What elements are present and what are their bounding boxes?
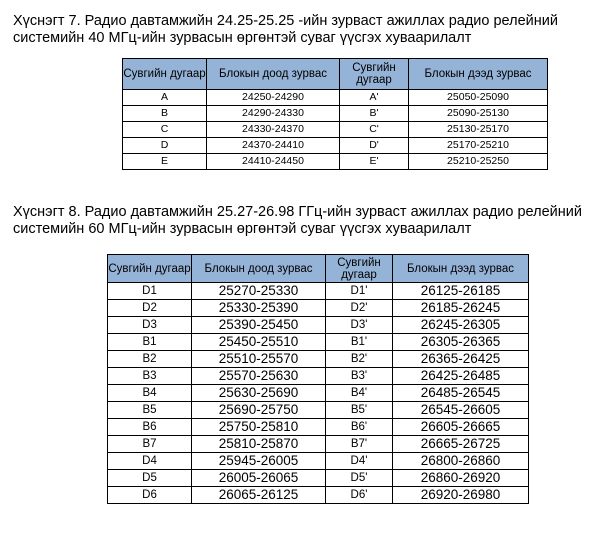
upper-block-cell: 26305-26365 bbox=[393, 334, 529, 351]
upper-block-cell: 26425-26485 bbox=[393, 368, 529, 385]
lower-block-cell: 25945-26005 bbox=[192, 453, 326, 470]
upper-block-cell: 26365-26425 bbox=[393, 351, 529, 368]
header-upper-block: Блокын дээд зурвас bbox=[393, 255, 529, 283]
lower-channel-cell: B5 bbox=[108, 402, 192, 419]
upper-block-cell: 25130-25170 bbox=[409, 122, 548, 138]
upper-channel-cell: D4' bbox=[326, 453, 393, 470]
header-upper-channel-number: Сувгийн дугаар bbox=[326, 255, 393, 283]
lower-channel-cell: B1 bbox=[108, 334, 192, 351]
upper-channel-cell: C' bbox=[340, 122, 409, 138]
table7-caption-line2: системийн 40 МГц-ийн зурвасын өргөнтэй суваг үүсгэх хуваарилалт bbox=[13, 30, 472, 46]
table-row bbox=[108, 300, 529, 317]
lower-block-cell: 25390-25450 bbox=[192, 317, 326, 334]
upper-channel-cell: D3' bbox=[326, 317, 393, 334]
upper-channel-cell: A' bbox=[340, 90, 409, 106]
header-lower-channel-number: Сувгийн дугаар bbox=[108, 255, 192, 283]
lower-channel-cell: C bbox=[123, 122, 207, 138]
lower-block-cell: 25750-25810 bbox=[192, 419, 326, 436]
lower-channel-cell: B7 bbox=[108, 436, 192, 453]
upper-channel-cell: B6' bbox=[326, 419, 393, 436]
upper-channel-cell: D5' bbox=[326, 470, 393, 487]
lower-channel-cell: B3 bbox=[108, 368, 192, 385]
upper-block-cell: 26605-26665 bbox=[393, 419, 529, 436]
upper-channel-cell: D6' bbox=[326, 487, 393, 504]
lower-block-cell: 26065-26125 bbox=[192, 487, 326, 504]
upper-block-cell: 26185-26245 bbox=[393, 300, 529, 317]
table-row bbox=[108, 385, 529, 402]
table-row bbox=[123, 154, 548, 170]
table7-caption bbox=[13, 13, 558, 47]
upper-channel-cell: B5' bbox=[326, 402, 393, 419]
upper-block-cell: 26920-26980 bbox=[393, 487, 529, 504]
lower-channel-cell: D2 bbox=[108, 300, 192, 317]
upper-block-cell: 25090-25130 bbox=[409, 106, 548, 122]
lower-block-cell: 25570-25630 bbox=[192, 368, 326, 385]
header-upper-channel-number: Сувгийн дугаар bbox=[340, 59, 409, 90]
lower-block-cell: 24330-24370 bbox=[207, 122, 340, 138]
lower-channel-cell: B6 bbox=[108, 419, 192, 436]
header-lower-block: Блокын доод зурвас bbox=[207, 59, 340, 90]
table-row bbox=[108, 470, 529, 487]
upper-channel-cell: D1' bbox=[326, 283, 393, 300]
lower-block-cell: 25270-25330 bbox=[192, 283, 326, 300]
table8-header-row bbox=[108, 255, 529, 283]
channel-table-60mhz bbox=[107, 254, 529, 504]
lower-block-cell: 24290-24330 bbox=[207, 106, 340, 122]
table8-caption bbox=[13, 204, 582, 238]
table-row bbox=[123, 122, 548, 138]
lower-channel-cell: D bbox=[123, 138, 207, 154]
table-row bbox=[108, 487, 529, 504]
table-row bbox=[123, 138, 548, 154]
lower-channel-cell: D1 bbox=[108, 283, 192, 300]
table-row bbox=[108, 351, 529, 368]
lower-channel-cell: B2 bbox=[108, 351, 192, 368]
upper-block-cell: 25210-25250 bbox=[409, 154, 548, 170]
upper-channel-cell: B2' bbox=[326, 351, 393, 368]
lower-block-cell: 25810-25870 bbox=[192, 436, 326, 453]
lower-block-cell: 24370-24410 bbox=[207, 138, 340, 154]
lower-channel-cell: A bbox=[123, 90, 207, 106]
table-row bbox=[108, 419, 529, 436]
upper-channel-cell: B7' bbox=[326, 436, 393, 453]
table7-header-row bbox=[123, 59, 548, 90]
table-row bbox=[108, 283, 529, 300]
table8-caption-line2: системийн 60 МГц-ийн зурвасын өргөнтэй суваг үүсгэх хуваарилалт bbox=[13, 221, 472, 237]
upper-block-cell: 26665-26725 bbox=[393, 436, 529, 453]
lower-channel-cell: D6 bbox=[108, 487, 192, 504]
lower-channel-cell: E bbox=[123, 154, 207, 170]
lower-channel-cell: D5 bbox=[108, 470, 192, 487]
table7-caption-line1: Хүснэгт 7. Радио давтамжийн 24.25-25.25 -ийн зурваст ажиллах радио релейний bbox=[13, 13, 558, 29]
upper-block-cell: 26485-26545 bbox=[393, 385, 529, 402]
upper-block-cell: 26245-26305 bbox=[393, 317, 529, 334]
table-row bbox=[108, 453, 529, 470]
upper-block-cell: 25170-25210 bbox=[409, 138, 548, 154]
upper-block-cell: 26800-26860 bbox=[393, 453, 529, 470]
lower-block-cell: 25630-25690 bbox=[192, 385, 326, 402]
lower-block-cell: 24410-24450 bbox=[207, 154, 340, 170]
lower-block-cell: 25330-25390 bbox=[192, 300, 326, 317]
header-upper-block: Блокын дээд зурвас bbox=[409, 59, 548, 90]
lower-block-cell: 25510-25570 bbox=[192, 351, 326, 368]
table-row bbox=[108, 402, 529, 419]
upper-channel-cell: B3' bbox=[326, 368, 393, 385]
upper-block-cell: 26860-26920 bbox=[393, 470, 529, 487]
table-row bbox=[108, 317, 529, 334]
table-row bbox=[123, 106, 548, 122]
lower-channel-cell: B bbox=[123, 106, 207, 122]
table-row bbox=[123, 90, 548, 106]
upper-channel-cell: E' bbox=[340, 154, 409, 170]
upper-channel-cell: B' bbox=[340, 106, 409, 122]
upper-block-cell: 26545-26605 bbox=[393, 402, 529, 419]
table8-caption-line1: Хүснэгт 8. Радио давтамжийн 25.27-26.98 ГГц-ийн зурваст ажиллах радио релейний bbox=[13, 204, 582, 220]
lower-block-cell: 25450-25510 bbox=[192, 334, 326, 351]
upper-block-cell: 25050-25090 bbox=[409, 90, 548, 106]
upper-block-cell: 26125-26185 bbox=[393, 283, 529, 300]
upper-channel-cell: D2' bbox=[326, 300, 393, 317]
lower-block-cell: 25690-25750 bbox=[192, 402, 326, 419]
table-row bbox=[108, 368, 529, 385]
upper-channel-cell: D' bbox=[340, 138, 409, 154]
lower-channel-cell: D3 bbox=[108, 317, 192, 334]
table-row bbox=[108, 334, 529, 351]
table-row bbox=[108, 436, 529, 453]
lower-channel-cell: D4 bbox=[108, 453, 192, 470]
channel-table-40mhz bbox=[122, 58, 548, 170]
header-lower-block: Блокын доод зурвас bbox=[192, 255, 326, 283]
upper-channel-cell: B4' bbox=[326, 385, 393, 402]
lower-block-cell: 26005-26065 bbox=[192, 470, 326, 487]
header-lower-channel-number: Сувгийн дугаар bbox=[123, 59, 207, 90]
upper-channel-cell: B1' bbox=[326, 334, 393, 351]
lower-block-cell: 24250-24290 bbox=[207, 90, 340, 106]
lower-channel-cell: B4 bbox=[108, 385, 192, 402]
